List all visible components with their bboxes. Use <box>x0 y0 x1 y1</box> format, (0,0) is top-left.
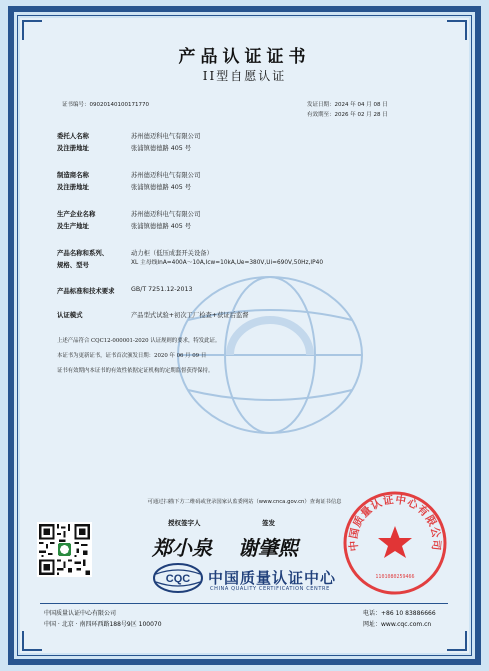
product-name: 动力柜（低压成套开关设备） <box>131 250 213 257</box>
manufacturer-address-label: 及注册地址 <box>57 183 89 191</box>
product-label: 产品名称和系列、 <box>57 249 109 257</box>
footer-phone <box>363 608 436 617</box>
factory-address: 张浦镇德德路 405 号 <box>131 223 192 230</box>
footer-company: 中国质量认证中心有限公司 <box>44 610 117 617</box>
standard-label: 产品标准和技术要求 <box>57 287 115 295</box>
manufacturer-name: 苏州德迈科电气有限公司 <box>131 172 201 179</box>
phone-value: +86 10 83886666 <box>381 610 436 617</box>
seal-text: 中国质量认证中心有限公司 <box>347 494 443 552</box>
seal-number: 1101080259466 <box>375 574 415 580</box>
product-spec: XL 主母线InA=400A～10A,Icw=10kA,Ue=380V,Ui=690V,50Hz,IP40 <box>131 260 324 266</box>
official-seal <box>340 488 450 598</box>
corner-ornament <box>22 20 42 40</box>
certification-mode-value: 产品型式试验+初次工厂检查+获证后监督 <box>131 312 249 319</box>
organization-name-cn: 中国质量认证中心 <box>208 569 337 587</box>
corner-ornament <box>447 20 467 40</box>
standard-value: GB/T 7251.12-2013 <box>131 286 193 293</box>
footer-divider <box>40 603 448 604</box>
corner-ornament <box>22 631 42 651</box>
client-address-label: 及注册地址 <box>57 144 89 152</box>
cqc-logo-text: CQC <box>165 573 191 585</box>
authorized-signature: 郑小泉 <box>152 536 212 560</box>
issuer-signature: 谢肇熙 <box>238 536 298 560</box>
website-link[interactable]: www.cqc.com.cn <box>381 621 432 628</box>
certificate-number-label: 证书编号： <box>62 102 90 108</box>
cqc-logo-icon <box>152 562 204 594</box>
certificate-dates <box>307 100 388 120</box>
footer-address: 中国 · 北京 · 南四环西路188号9区 100070 <box>44 621 162 628</box>
website-label: 网址： <box>363 621 382 628</box>
certificate-number-value: 09020140100171770 <box>89 102 150 108</box>
valid-date-label: 有效期至： <box>307 112 335 118</box>
client-label: 委托人名称 <box>57 132 89 140</box>
factory-address-label: 及生产地址 <box>57 222 89 230</box>
statement-line: 证书有效期内本证书的有效性依据定证机构的定期监督获得保持。 <box>57 368 214 374</box>
product-spec-label: 规格、型号 <box>57 261 89 269</box>
factory-label: 生产企业名称 <box>57 210 96 218</box>
issuer-label: 签发 <box>262 519 275 527</box>
issue-date-value: 2024 年 04 月 08 日 <box>334 102 388 108</box>
authorized-signatory-label: 授权签字人 <box>168 519 201 527</box>
phone-label: 电话： <box>363 610 382 617</box>
corner-ornament <box>447 631 467 651</box>
footer-website[interactable] <box>363 619 431 628</box>
verification-instructions: 可通过扫描下方二维码或登录国家认监委网站（www.cnca.gov.cn）查询证书信息 <box>147 499 342 505</box>
certificate-title: 产品认证证书 <box>178 47 311 67</box>
client-name: 苏州德迈科电气有限公司 <box>131 133 201 140</box>
certification-mode-label: 认证模式 <box>57 311 83 319</box>
qr-code[interactable] <box>37 522 92 577</box>
statement-line: 本证书为更新证书，证书首次颁发日期：2020 年 06 月 09 日 <box>57 353 207 359</box>
factory-name: 苏州德迈科电气有限公司 <box>131 211 201 218</box>
organization-name-en: CHINA QUALITY CERTIFICATION CENTRE <box>210 586 330 592</box>
client-address: 张浦镇德德路 405 号 <box>131 145 192 152</box>
issue-date-label: 发证日期： <box>307 102 335 108</box>
valid-date-value: 2026 年 02 月 28 日 <box>334 112 388 118</box>
manufacturer-address: 张浦镇德德路 405 号 <box>131 184 192 191</box>
certificate-subtitle: II型自愿认证 <box>202 69 287 83</box>
manufacturer-label: 制造商名称 <box>57 171 89 179</box>
statement-line: 上述产品符合 CQC12-000001-2020 认证规则的要求，特发此证。 <box>57 338 221 344</box>
certificate-number <box>62 100 149 108</box>
